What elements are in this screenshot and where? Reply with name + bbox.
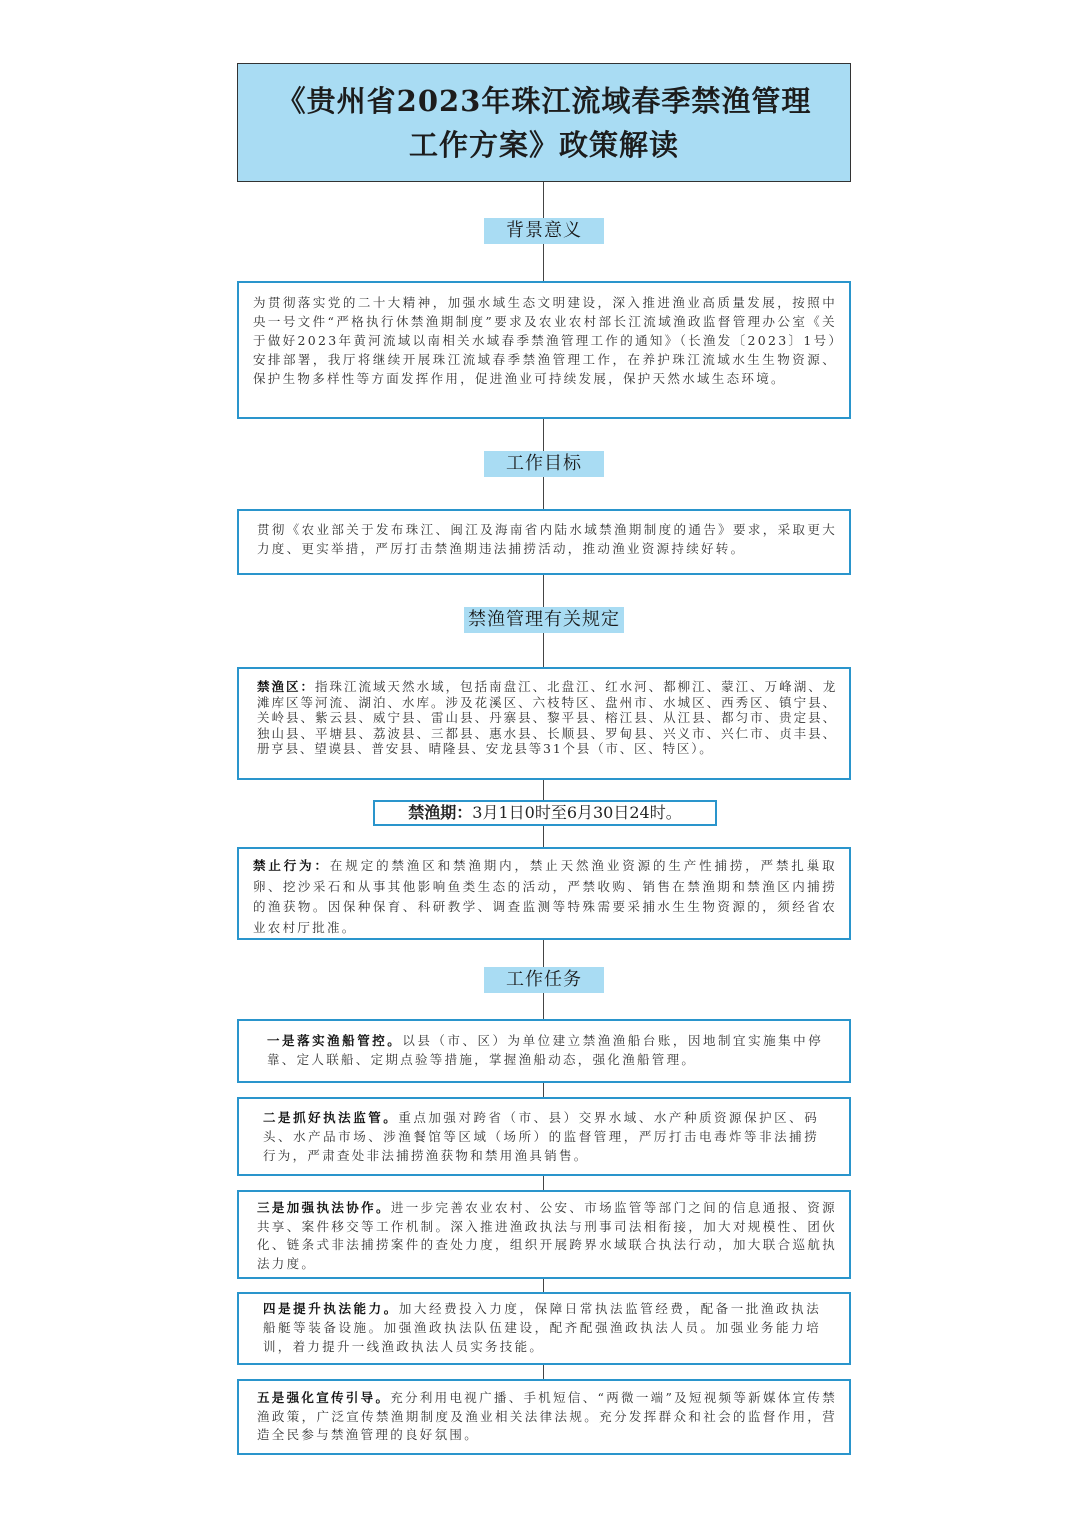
task-3-lead: 三是加强执法协作。 <box>257 1200 391 1215</box>
zone-text: 指珠江流域天然水域，包括南盘江、北盘江、红水河、都柳江、蒙江、万峰湖、龙滩库区等河流、湖泊、水库。涉及花溪区、六枝特区、盘州市、水城区、西秀区、镇宁县、关岭县、紫云县、威宁县、雷山县、丹寨县、黎平县、榕江县、从江县、都匀市、贵定县、独山县、平塘县、荔波县、三都县、惠水县、长顺县、罗甸县、兴义市、兴仁市、贞丰县、册亨县、望谟县、普安县、晴隆县、安龙县等31个县（市、区、特区）。 <box>257 679 837 756</box>
task-box-1 <box>237 1019 851 1083</box>
period-lead: 禁渔期： <box>408 803 473 822</box>
task-5-text: 充分利用电视广播、手机短信、“两微一端”及短视频等新媒体宣传禁渔政策，广泛宣传禁渔期制度及渔业相关法律法规。充分发挥群众和社会的监督作用，营造全民参与禁渔管理的良好氛围。 <box>257 1390 837 1442</box>
page-title <box>237 63 851 182</box>
section-label-rules: 禁渔管理有关规定 <box>464 607 624 633</box>
task-box-2 <box>237 1097 851 1176</box>
task-2-text: 重点加强对跨省（市、县）交界水域、水产种质资源保护区、码头、水产品市场、涉渔餐馆等区域（场所）的监督管理，严厉打击电毒炸等非法捕捞行为，严肃查处非法捕捞渔获物和禁用渔具销售。 <box>263 1110 820 1163</box>
zone-box <box>237 667 851 780</box>
title-line-1: 《贵州省2023年珠江流域春季禁渔管理 <box>276 83 812 118</box>
task-box-4 <box>237 1292 851 1365</box>
task-box-5 <box>237 1379 851 1455</box>
section-label-goal: 工作目标 <box>484 451 604 477</box>
background-box <box>237 281 851 419</box>
task-2-lead: 二是抓好执法监管。 <box>263 1110 399 1125</box>
title-line-2: 工作方案》政策解读 <box>408 127 679 162</box>
task-5-lead: 五是强化宣传引导。 <box>257 1390 391 1405</box>
zone-lead: 禁渔区： <box>257 679 316 694</box>
period-box <box>373 800 717 826</box>
period-text: 3月1日0时至6月30日24时。 <box>472 803 682 822</box>
goal-box <box>237 509 851 575</box>
ban-lead: 禁止行为： <box>253 858 330 873</box>
goal-text: 贯彻《农业部关于发布珠江、闽江及海南省内陆水域禁渔期制度的通告》要求，采取更大力度、更实举措，严厉打击禁渔期违法捕捞活动，推动渔业资源持续好转。 <box>257 522 837 556</box>
task-1-lead: 一是落实渔船管控。 <box>267 1033 403 1048</box>
task-4-text: 加大经费投入力度，保障日常执法监管经费，配备一批渔政执法船艇等装备设施。加强渔政执法队伍建设，配齐配强渔政执法人员。加强业务能力培训，着力提升一线渔政执法人员实务技能。 <box>263 1301 822 1354</box>
task-3-text: 进一步完善农业农村、公安、市场监管等部门之间的信息通报、资源共享、案件移交等工作机制。深入推进渔政执法与刑事司法相衔接，加大对规模性、团伙化、链条式非法捕捞案件的查处力度，组织开展跨界水域联合执法行动，加大联合巡航执法力度。 <box>257 1200 837 1271</box>
ban-box <box>237 847 851 940</box>
background-text: 为贯彻落实党的二十大精神，加强水域生态文明建设，深入推进渔业高质量发展，按照中央一号文件“严格执行休禁渔期制度”要求及农业农村部长江流域渔政监督管理办公室《关于做好2023年黄河流域以南相关水域春季禁渔管理工作的通知》（长渔发〔2023〕1号）安排部署，我厅将继续开展珠江流域春季禁渔管理工作，在养护珠江流域水生生物资源、保护生物多样性等方面发挥作用，促进渔业可持续发展，保护天然水域生态环境。 <box>253 295 837 386</box>
task-1-text: 以县（市、区）为单位建立禁渔渔船台账，因地制宜实施集中停靠、定人联船、定期点验等措施，掌握渔船动态，强化渔船管理。 <box>267 1033 824 1067</box>
section-label-tasks: 工作任务 <box>484 967 604 993</box>
task-4-lead: 四是提升执法能力。 <box>263 1301 399 1316</box>
ban-text: 在规定的禁渔区和禁渔期内，禁止天然渔业资源的生产性捕捞，严禁扎巢取卵、挖沙采石和从事其他影响鱼类生态的活动，严禁收购、销售在禁渔期和禁渔区内捕捞的渔获物。因保种保育、科研教学、调查监测等特殊需要采捕水生生物资源的，须经省农业农村厅批准。 <box>253 858 837 935</box>
task-box-3 <box>237 1190 851 1279</box>
section-label-background: 背景意义 <box>484 218 604 244</box>
